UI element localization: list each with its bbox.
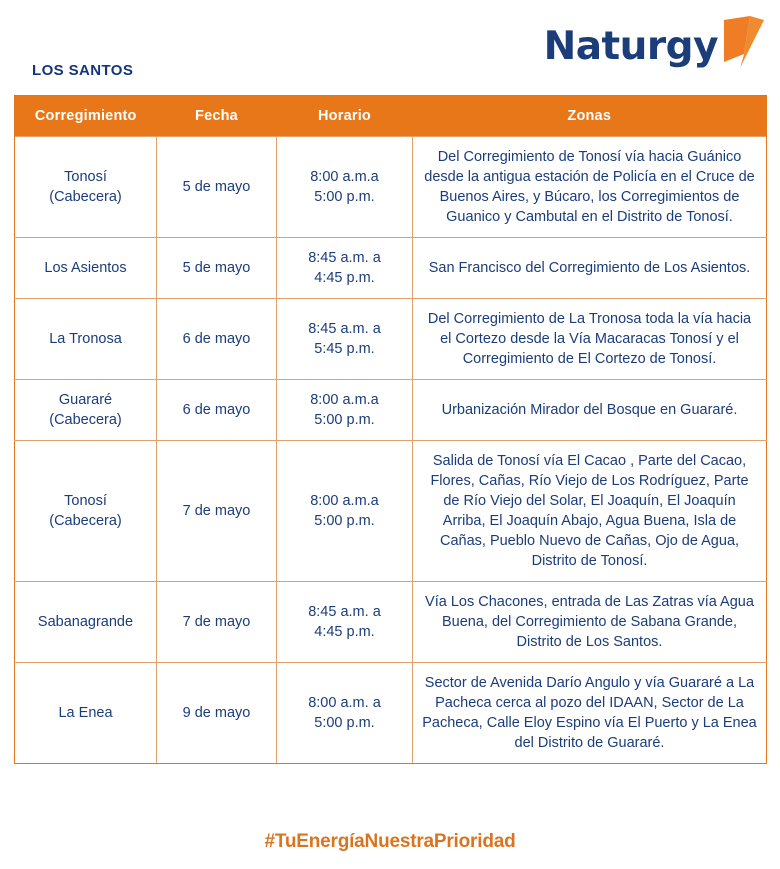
outage-schedule-table: [14, 95, 767, 764]
table-row: [15, 299, 767, 380]
table-row: [15, 582, 767, 663]
cell-corregimiento: Tonosí (Cabecera): [15, 137, 157, 238]
column-header-horario: Horario: [277, 96, 413, 137]
cell-fecha: 7 de mayo: [157, 582, 277, 663]
cell-horario: 8:00 a.m.a 5:00 p.m.: [277, 441, 413, 582]
cell-zonas: Sector de Avenida Darío Angulo y vía Guararé a La Pacheca cerca al pozo del IDAAN, Sector de La Pacheca, Calle Eloy Espino vía El Puerto y La Enea del Distrito de Guararé.: [413, 663, 767, 764]
table-row: [15, 238, 767, 299]
table-row: [15, 441, 767, 582]
column-header-fecha: Fecha: [157, 96, 277, 137]
cell-fecha: 9 de mayo: [157, 663, 277, 764]
table-row: [15, 380, 767, 441]
cell-fecha: 7 de mayo: [157, 441, 277, 582]
column-header-corregimiento: Corregimiento: [15, 96, 157, 137]
cell-fecha: 6 de mayo: [157, 299, 277, 380]
cell-fecha: 5 de mayo: [157, 238, 277, 299]
cell-corregimiento: La Enea: [15, 663, 157, 764]
page-header: [0, 0, 780, 95]
cell-corregimiento: Tonosí (Cabecera): [15, 441, 157, 582]
cell-horario: 8:45 a.m. a 4:45 p.m.: [277, 582, 413, 663]
cell-corregimiento: Sabanagrande: [15, 582, 157, 663]
table-row: [15, 663, 767, 764]
cell-zonas: Urbanización Mirador del Bosque en Guararé.: [413, 380, 767, 441]
cell-fecha: 5 de mayo: [157, 137, 277, 238]
cell-corregimiento: Guararé (Cabecera): [15, 380, 157, 441]
campaign-hashtag: #TuEnergíaNuestraPrioridad: [264, 831, 516, 852]
table-body: [15, 137, 767, 764]
page-title: LOS SANTOS: [32, 62, 134, 79]
table-header-row: [15, 96, 767, 137]
naturgy-logo: [544, 14, 766, 70]
cell-zonas: San Francisco del Corregimiento de Los Asientos.: [413, 238, 767, 299]
cell-zonas: Salida de Tonosí vía El Cacao , Parte del Cacao, Flores, Cañas, Río Viejo de Los Rodríguez, Parte de Río Viejo del Solar, El Joaquín, El Joaquín Arriba, El Joaquín Abajo, Agua Buena, Isla de Cañas, Pueblo Nuevo de Cañas, Ojo de Agua, Distrito de Tonosí.: [413, 441, 767, 582]
naturgy-flame-icon: [720, 14, 766, 77]
cell-horario: 8:45 a.m. a 4:45 p.m.: [277, 238, 413, 299]
cell-zonas: Del Corregimiento de La Tronosa toda la vía hacia el Cortezo desde la Vía Macaracas Tonosí y el Corregimiento de El Cortezo de Tonosí.: [413, 299, 767, 380]
cell-corregimiento: Los Asientos: [15, 238, 157, 299]
naturgy-wordmark: Naturgy: [543, 24, 718, 69]
table-row: [15, 137, 767, 238]
cell-corregimiento: La Tronosa: [15, 299, 157, 380]
cell-zonas: Del Corregimiento de Tonosí vía hacia Guánico desde la antigua estación de Policía en el Cruce de Buenos Aires, y Búcaro, los Corregimientos de Guanico y Cambutal en el Distrito de Tonosí.: [413, 137, 767, 238]
cell-horario: 8:00 a.m.a 5:00 p.m.: [277, 380, 413, 441]
cell-horario: 8:00 a.m.a 5:00 p.m.: [277, 137, 413, 238]
table-header: [15, 96, 767, 137]
cell-fecha: 6 de mayo: [157, 380, 277, 441]
column-header-zonas: Zonas: [413, 96, 767, 137]
cell-horario: 8:00 a.m. a 5:00 p.m.: [277, 663, 413, 764]
cell-zonas: Vía Los Chacones, entrada de Las Zatras vía Agua Buena, del Corregimiento de Sabana Grande, Distrito de Los Santos.: [413, 582, 767, 663]
cell-horario: 8:45 a.m. a 5:45 p.m.: [277, 299, 413, 380]
